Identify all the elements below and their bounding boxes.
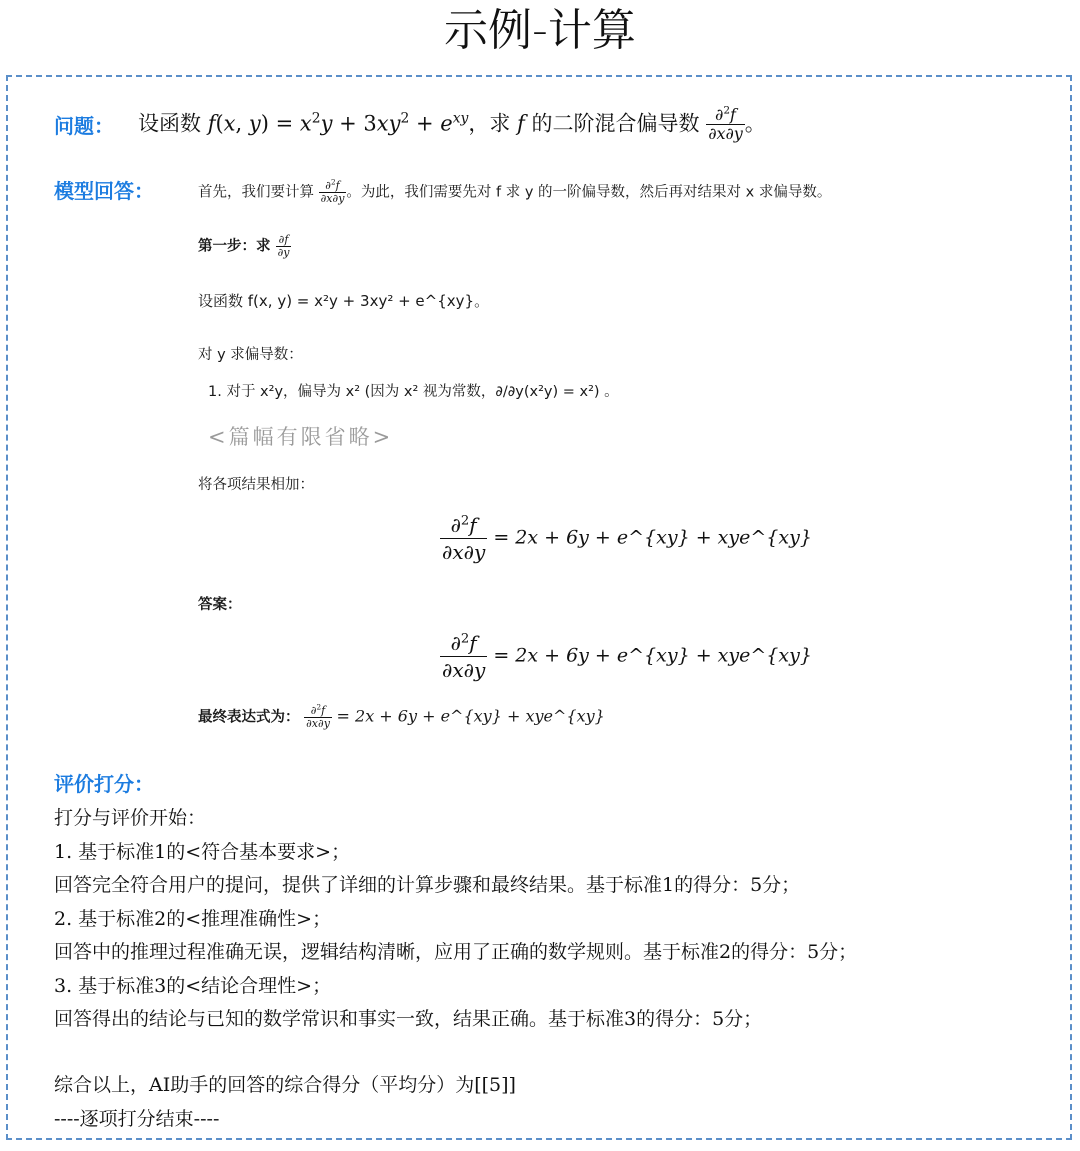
sum-heading: 将各项结果相加： xyxy=(198,477,314,493)
eval-line-start: 打分与评价开始： xyxy=(54,807,207,829)
final-rhs: = 2x + 6y + e^{xy} + xye^{xy} xyxy=(336,706,605,726)
partial-y-heading: 对 y 求偏导数： xyxy=(198,347,303,363)
given-function: 设函数 f(x, y) = x²y + 3xy² + e^{xy}。 xyxy=(198,292,490,310)
question-end: 。 xyxy=(744,111,766,136)
question-suffix: 的二阶混合偏导数 xyxy=(531,111,700,136)
eval-end: ----逐项打分结束---- xyxy=(54,1108,220,1130)
eval-criterion-3: 3. 基于标准3的<结论合理性>； xyxy=(54,975,332,997)
question-mid: ，求 xyxy=(468,111,511,136)
result-equation xyxy=(440,512,812,565)
answer-heading: 答案： xyxy=(198,597,242,613)
final-fraction: $\frac{\partial^2f}{\partial x\partial y}$ xyxy=(306,702,330,730)
eval-criterion-2: 2. 基于标准2的<推理准确性>； xyxy=(54,908,332,930)
answer-fraction: $\frac{\partial^2f}{\partial x\partial y}$ xyxy=(442,631,486,682)
intro-prefix: 首先，我们要计算 xyxy=(198,184,314,201)
eval-reason-1: 回答完全符合用户的提问，提供了详细的计算步骤和最终结果。基于标准1的得分：5分； xyxy=(54,874,801,896)
item-1: 1. 对于 x²y，偏导为 x² (因为 x² 视为常数，∂/∂y(x²y) = x²) 。 xyxy=(208,384,619,400)
answer-intro xyxy=(198,177,832,205)
eval-criterion-1: 1. 基于标准1的<符合基本要求>； xyxy=(54,841,351,863)
eval-reason-2: 回答中的推理过程准确无误，逻辑结构清晰，应用了正确的数学规则。基于标准2的得分：5分； xyxy=(54,941,858,963)
question-f-symbol: f xyxy=(517,111,525,136)
question-label: 问题： xyxy=(54,114,114,138)
eval-summary: 综合以上，AI助手的回答的综合得分（平均分）为[[5]] xyxy=(54,1074,516,1096)
omitted-note: <篇幅有限省略> xyxy=(208,425,394,449)
final-prefix: 最终表达式为： xyxy=(198,709,300,726)
question-text: 设函数 f(x, $y) = x^2y + 3xy^2 + e^{xy}$，求 f 的二阶混合偏导数 $\frac{\partial^2f}{\partial x\partial y}$ 。 xyxy=(138,104,766,143)
final-expression xyxy=(198,702,605,730)
question-prefix: 设函数 xyxy=(138,111,201,136)
answer-equation xyxy=(440,630,812,683)
intro-fraction: $\frac{\partial^2f}{\partial x\partial y}$ xyxy=(320,177,345,205)
result-rhs: = 2x + 6y + e^{xy} + xye^{xy} xyxy=(493,526,812,549)
page-title: 示例-计算 xyxy=(444,5,636,56)
question-fraction: $\frac{\partial^2f}{\partial x\partial y}$ xyxy=(708,104,743,143)
answer-rhs: = 2x + 6y + e^{xy} + xye^{xy} xyxy=(493,644,812,667)
model-answer-label: 模型回答： xyxy=(54,179,154,203)
eval-reason-3: 回答得出的结论与已知的数学常识和事实一致，结果正确。基于标准3的得分：5分； xyxy=(54,1008,763,1030)
question-function: f xyxy=(207,111,216,136)
intro-suffix: 。为此，我们需要先对 f 求 y 的一阶偏导数，然后再对结果对 x 求偏导数。 xyxy=(346,184,832,201)
evaluation-label: 评价打分： xyxy=(54,772,154,796)
step1-heading xyxy=(198,234,291,259)
step1-prefix: 第一步：求 xyxy=(198,238,271,255)
step1-fraction: $\frac{\partial f}{\partial y}$ xyxy=(277,233,290,259)
result-fraction: $\frac{\partial^2f}{\partial x\partial y}$ xyxy=(442,513,486,564)
